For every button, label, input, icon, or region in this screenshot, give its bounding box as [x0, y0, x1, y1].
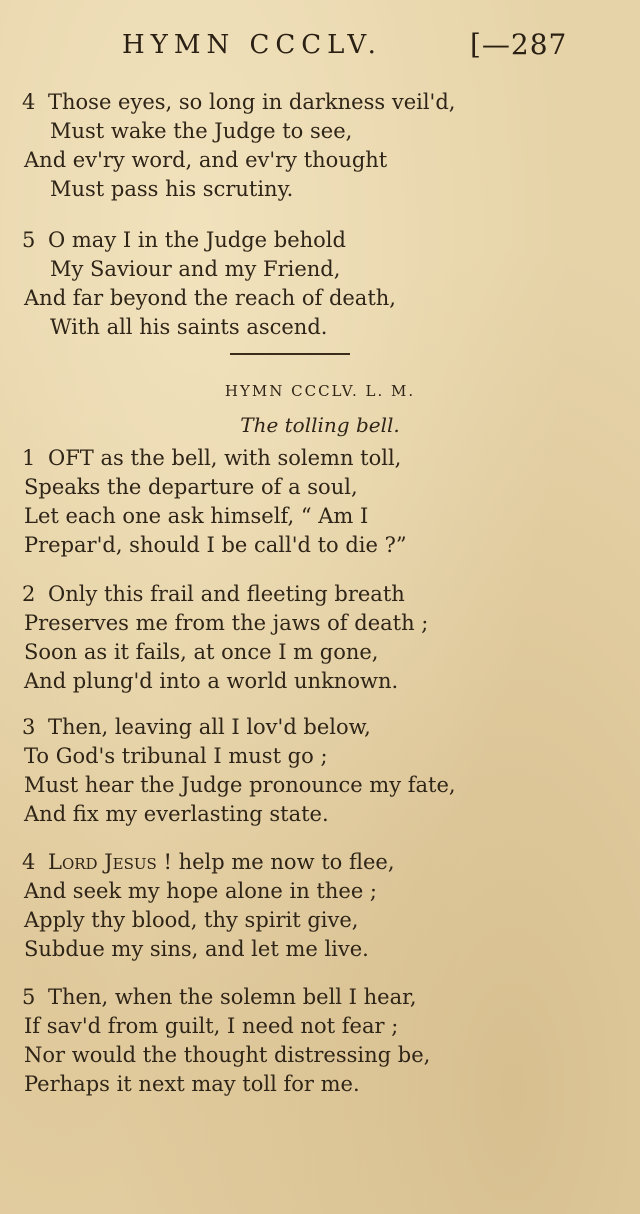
- verse-line: Apply thy blood, thy spirit give,: [24, 908, 359, 932]
- page-number: [—287: [470, 28, 568, 61]
- hymn-verse-2: [0, 580, 640, 696]
- verse-line: Let each one ask himself, “ Am I: [24, 504, 369, 528]
- hymn-verse-4: [0, 848, 640, 964]
- verse-line: If sav'd from guilt, I need not fear ;: [24, 1014, 399, 1038]
- verse-line: And plung'd into a world unknown.: [24, 669, 399, 693]
- hymn-verse-1: [0, 444, 640, 560]
- verse-number: 2: [22, 582, 36, 606]
- hymn-verse-5: [0, 983, 640, 1099]
- verse-line: 5 O may I in the Judge behold: [0, 226, 640, 255]
- verse-line: Must hear the Judge pronounce my fate,: [24, 773, 456, 797]
- verse-line: Preserves me from the jaws of death ;: [24, 611, 429, 635]
- verse-line: 2 Only this frail and fleeting breath: [0, 580, 640, 609]
- page-header: [0, 28, 640, 68]
- verse-line: My Saviour and my Friend,: [50, 257, 341, 281]
- hymn-title: HYMN CCCLV. L. M.: [224, 382, 416, 400]
- verse-line: Prepar'd, should I be call'd to die ?”: [24, 533, 407, 557]
- verse-line: Must pass his scrutiny.: [50, 177, 294, 201]
- lord-jesus-smallcaps: Lord Jesus: [48, 850, 157, 874]
- verse-line: 1 OFT as the bell, with solemn toll,: [0, 444, 640, 473]
- verse-line: 4 Those eyes, so long in darkness veil'd,: [0, 88, 640, 117]
- verse-line: Perhaps it next may toll for me.: [24, 1072, 360, 1096]
- verse-line: To God's tribunal I must go ;: [24, 744, 328, 768]
- verse-line: 3 Then, leaving all I lov'd below,: [0, 713, 640, 742]
- hymn-subtitle: The tolling bell.: [240, 413, 400, 437]
- verse-line: Nor would the thought distressing be,: [24, 1043, 431, 1067]
- section-divider: [230, 353, 350, 355]
- verse-number: 4: [22, 90, 36, 114]
- verse-number: 1: [22, 446, 36, 470]
- verse-number: 4: [22, 850, 36, 874]
- verse-number: 5: [22, 228, 36, 252]
- verse-line: And far beyond the reach of death,: [24, 286, 396, 310]
- verse-line: And fix my everlasting state.: [24, 802, 329, 826]
- verse-line: And seek my hope alone in thee ;: [24, 879, 378, 903]
- verse-line: Subdue my sins, and let me live.: [24, 937, 369, 961]
- verse-line: With all his saints ascend.: [50, 315, 328, 339]
- hymn-verse-3: [0, 713, 640, 829]
- verse-line: 5 Then, when the solemn bell I hear,: [0, 983, 640, 1012]
- prev-verse-5: [0, 226, 640, 342]
- verse-line: Speaks the departure of a soul,: [24, 475, 358, 499]
- verse-number: 3: [22, 715, 36, 739]
- verse-line: Must wake the Judge to see,: [50, 119, 353, 143]
- verse-number: 5: [22, 985, 36, 1009]
- prev-verse-4: [0, 88, 640, 204]
- verse-line: And ev'ry word, and ev'ry thought: [24, 148, 388, 172]
- running-title: HYMN CCCLV.: [122, 30, 382, 60]
- verse-line: Soon as it fails, at once I m gone,: [24, 640, 379, 664]
- verse-line: 4 Lord Jesus ! help me now to flee,: [0, 848, 640, 877]
